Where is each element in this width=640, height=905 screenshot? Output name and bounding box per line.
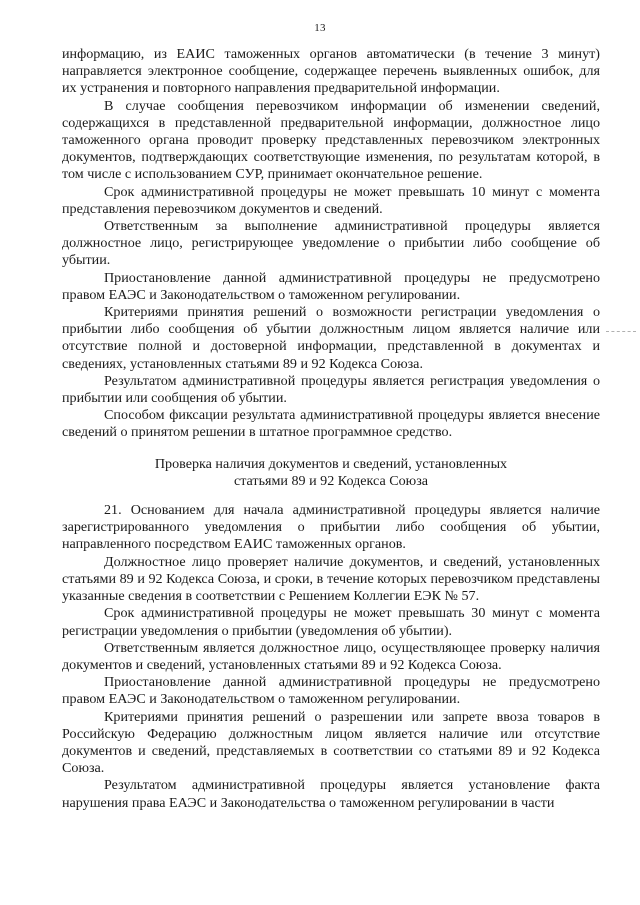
paragraph: В случае сообщения перевозчиком информации об изменении сведений, содержащихся в представленной предварительной информации, должностное лицо таможенного органа проводит проверку представленных перевозчиком электронных документов, подтверждающих соответствующие изменения, по результатам которой, в том числе с использованием СУР, принимает окончательное решение. xyxy=(62,97,600,183)
paragraph: Критериями принятия решений о разрешении или запрете ввоза товаров в Российскую Федерацию должностным лицом является наличие или отсутствие документов и сведений, представляемых в соответствии со статьями 89 и 92 Кодекса Союза. xyxy=(62,708,600,777)
paragraph: Результатом административной процедуры является установление факта нарушения права ЕАЭС и Законодательства о таможенном регулировании в части xyxy=(62,777,600,811)
paragraph: Результатом административной процедуры является регистрация уведомления о прибытии или сообщения об убытии. xyxy=(62,372,600,407)
document-body xyxy=(62,46,600,812)
paragraph: Срок административной процедуры не может превышать 10 минут с момента представления перевозчиком документов и сведений. xyxy=(62,183,600,217)
paragraph: Ответственным является должностное лицо, осуществляющее проверку наличия документов и сведений, установленных статьями 89 и 92 Кодекса Союза. xyxy=(62,639,600,673)
paragraph: Должностное лицо проверяет наличие документов, и сведений, установленных статьями 89 и 92 Кодекса Союза, и сроки, в течение которых перевозчиком представлены указанные сведения в соответствии с Решением Коллегии ЕЭК № 57. xyxy=(62,553,600,605)
page-number: 13 xyxy=(314,22,326,34)
paragraph: 21. Основанием для начала административной процедуры является наличие зарегистрированного уведомления о прибытии либо сообщения об убытии, направленного посредством ЕАИС таможенных органов. xyxy=(62,502,600,553)
section-heading-line: Проверка наличия документов и сведений, установленных xyxy=(154,455,508,472)
paragraph: Приостановление данной административной процедуры не предусмотрено правом ЕАЭС и Законодательством о таможенном регулировании. xyxy=(62,269,600,303)
paragraph: Способом фиксации результата административной процедуры является внесение сведений о принятом решении в штатное программное средство. xyxy=(62,407,600,441)
paragraph: Критериями принятия решений о возможности регистрации уведомления о прибытии либо сообщения об убытии должностным лицом является наличие или отсутствие полной и достоверной информации, представленной в документах и сведениях, установленных статьями 89 и 92 Кодекса Союза. xyxy=(62,304,600,372)
section-heading xyxy=(62,456,600,490)
paragraph: Срок административной процедуры не может превышать 30 минут с момента регистрации уведомления о прибытии (уведомления об убытии). xyxy=(62,605,600,639)
paragraph-continuation: информацию, из ЕАИС таможенных органов автоматически (в течение 3 минут) направляется электронное сообщение, содержащее перечень выявленных ошибок, для их устранения и повторного направления предварительной информации. xyxy=(62,46,600,97)
paragraph: Приостановление данной административной процедуры не предусмотрено правом ЕАЭС и Законодательством о таможенном регулировании. xyxy=(62,674,600,708)
section-heading-line: статьями 89 и 92 Кодекса Союза xyxy=(233,472,429,489)
margin-dash-mark xyxy=(606,331,636,333)
paragraph: Ответственным за выполнение административной процедуры является должностное лицо, регистрирующее уведомление о прибытии либо сообщение об убытии. xyxy=(62,218,600,269)
